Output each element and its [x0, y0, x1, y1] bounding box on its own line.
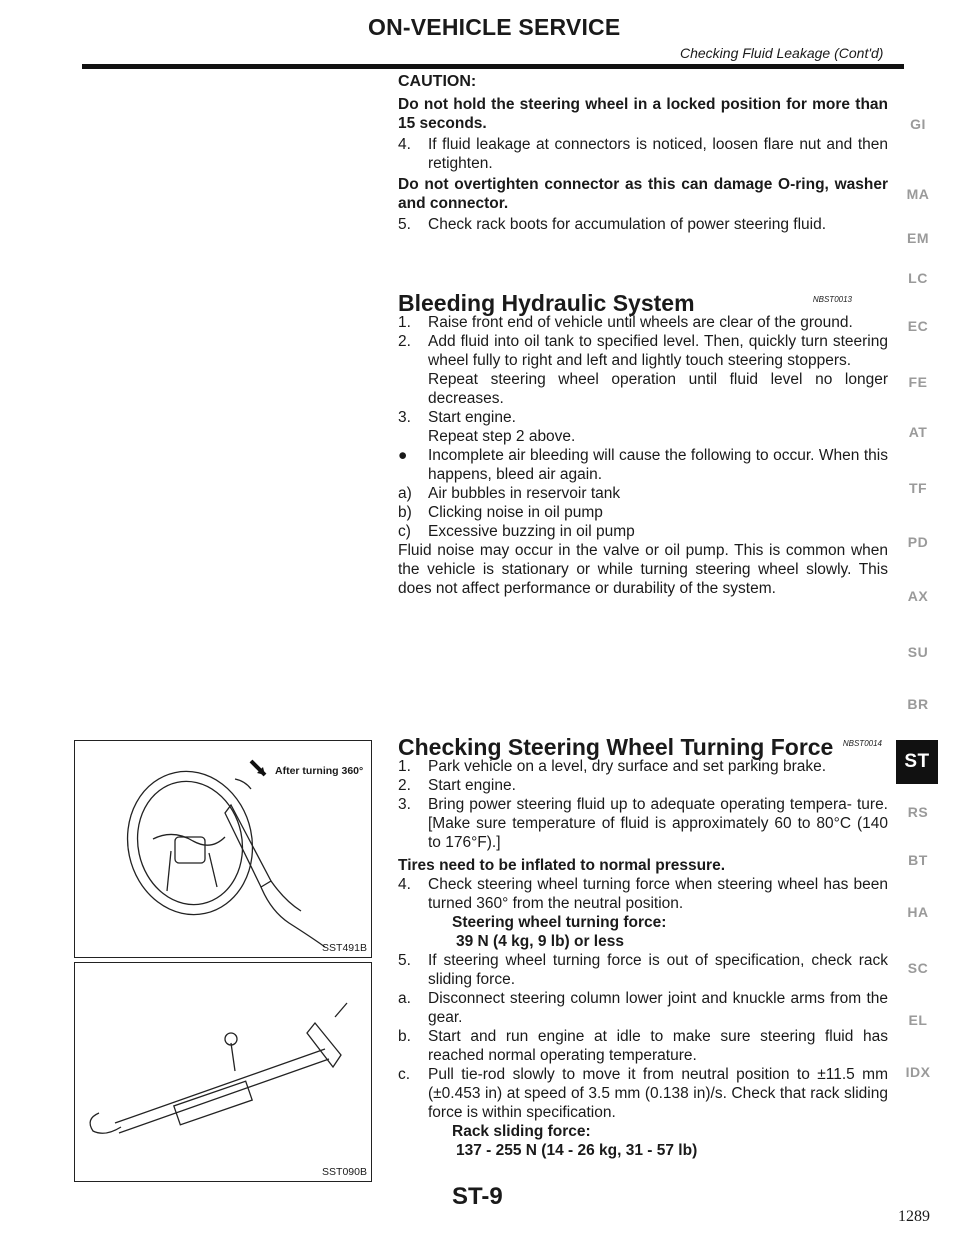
caution-step-4: [398, 135, 888, 173]
bleed-sub-b: [398, 503, 888, 522]
section-heading: Bleeding Hydraulic System: [398, 290, 695, 316]
spec-label: Rack sliding force:: [452, 1123, 591, 1140]
step-text: Clicking noise in oil pump: [428, 504, 603, 521]
figure-code: SST491B: [322, 942, 367, 954]
step-text: Start and run engine at idle to make sure steering fluid has reached normal operating temperature.: [428, 1028, 888, 1064]
bleed-sub-c: [398, 522, 888, 541]
step-text: Air bubbles in reservoir tank: [428, 485, 621, 502]
figure-steering-gear: [74, 962, 372, 1182]
step-body: [428, 332, 888, 408]
bleed-step-3: [398, 408, 888, 446]
side-tab[interactable]: TF: [908, 480, 928, 496]
step-number: c.: [398, 1066, 411, 1083]
spec-label: Steering wheel turning force:: [452, 914, 667, 931]
turn-step-2: [398, 776, 888, 795]
bleed-bullet: [398, 446, 888, 484]
bullet-icon: ●: [398, 447, 408, 464]
step-number: c): [398, 523, 411, 540]
step-text: Raise front end of vehicle until wheels are clear of the ground.: [428, 314, 853, 331]
step-text-cont: Repeat steering wheel operation until fluid level no longer decreases.: [428, 371, 888, 407]
side-tab[interactable]: MA: [906, 186, 930, 202]
step-number: b.: [398, 1028, 411, 1045]
page-number: 1289: [898, 1208, 930, 1225]
turn-step-4: [398, 875, 888, 913]
section-code: NBST0013: [812, 295, 852, 304]
side-tab[interactable]: PD: [907, 534, 929, 550]
turn-step-5: [398, 951, 888, 989]
caution-text-1: Do not hold the steering wheel in a locked position for more than 15 seconds.: [398, 96, 888, 132]
caution-heading: CAUTION:: [398, 73, 477, 90]
turn-sub-b: [398, 1027, 888, 1065]
steering-gear-illustration: [75, 963, 371, 1181]
side-tab[interactable]: SC: [907, 960, 929, 976]
step-number: 3.: [398, 409, 411, 426]
turning-section: [398, 734, 888, 1160]
side-tab[interactable]: IDX: [905, 1064, 931, 1080]
bullet-text: Incomplete air bleeding will cause the following to occur. When this happens, bleed air again.: [428, 447, 888, 483]
step-number: 5.: [398, 952, 411, 969]
bleed-note: Fluid noise may occur in the valve or oil pump. This is common when the vehicle is stationary or while turning steering wheel slowly. This does not affect performance or durability of the system.: [398, 542, 888, 597]
caution-step-5: [398, 215, 888, 234]
step-number: 3.: [398, 796, 411, 813]
step-text: Add fluid into oil tank to specified level. Then, quickly turn steering wheel fully to right and left and lightly touch steering stoppers.: [428, 333, 888, 369]
step-number: 5.: [398, 216, 411, 233]
step-number: a): [398, 485, 412, 502]
step-number: 4.: [398, 136, 411, 153]
section-code: NBST0014: [842, 739, 882, 748]
header-rule: [82, 64, 904, 69]
step-number: 2.: [398, 333, 411, 350]
side-tab[interactable]: SU: [907, 644, 929, 660]
side-tab[interactable]: EL: [908, 1012, 928, 1028]
side-tab[interactable]: AT: [908, 424, 928, 440]
step-text: Park vehicle on a level, dry surface and set parking brake.: [428, 758, 827, 775]
spec-value: 39 N (4 kg, 9 lb) or less: [456, 933, 624, 950]
page-title: ON-VEHICLE SERVICE: [368, 14, 621, 40]
side-tab-active[interactable]: ST: [896, 740, 938, 784]
side-tab[interactable]: BT: [908, 852, 928, 868]
side-tab[interactable]: RS: [907, 804, 929, 820]
side-tab[interactable]: BR: [907, 696, 929, 712]
step-text: Check steering wheel turning force when steering wheel has been turned 360° from the neutral position.: [428, 876, 888, 912]
step-text-cont: Repeat step 2 above.: [428, 428, 576, 445]
step-number: 1.: [398, 314, 411, 331]
side-tab[interactable]: EC: [907, 318, 929, 334]
step-text: Check rack boots for accumulation of power steering fluid.: [428, 216, 827, 233]
step-text: If steering wheel turning force is out of specification, check rack sliding force.: [428, 952, 888, 988]
step-text: If fluid leakage at connectors is noticed, loosen flare nut and then retighten.: [428, 136, 888, 172]
side-tab[interactable]: AX: [907, 588, 929, 604]
spec-value: 137 - 255 N (14 - 26 kg, 31 - 57 lb): [456, 1142, 698, 1159]
turn-sub-a: [398, 989, 888, 1027]
bleed-sub-a: [398, 484, 888, 503]
side-tab[interactable]: HA: [907, 904, 929, 920]
step-number: 1.: [398, 758, 411, 775]
turn-sub-c: [398, 1065, 888, 1122]
figure-label: After turning 360°: [275, 765, 364, 777]
turn-step-1: [398, 757, 888, 776]
figure-steering-wheel: [74, 740, 372, 958]
tire-note: Tires need to be inflated to normal pressure.: [398, 857, 726, 874]
step-text: Pull tie-rod slowly to move it from neutral position to ±11.5 mm (±0.453 in) at speed of 3.5 mm (0.138 in)/s. Check that rack sliding force is within specification.: [428, 1066, 888, 1121]
side-tab[interactable]: EM: [907, 230, 929, 246]
step-number: b): [398, 504, 412, 521]
step-number: a.: [398, 990, 411, 1007]
caution-text-2: Do not overtighten connector as this can damage O-ring, washer and connector.: [398, 176, 888, 212]
step-number: 2.: [398, 777, 411, 794]
turn-step-3: [398, 795, 888, 852]
step-text: Disconnect steering column lower joint and knuckle arms from the gear.: [428, 990, 888, 1026]
bleed-step-2: [398, 332, 888, 408]
step-number: 4.: [398, 876, 411, 893]
section-heading: Checking Steering Wheel Turning Force: [398, 734, 834, 760]
caution-section: [398, 72, 888, 234]
figure-code: SST090B: [322, 1166, 367, 1178]
step-body: [428, 408, 888, 446]
step-text: Start engine.: [428, 409, 516, 426]
page-subtitle: Checking Fluid Leakage (Cont'd): [680, 45, 884, 61]
step-text: Start engine.: [428, 777, 516, 794]
bleeding-section: [398, 290, 888, 598]
step-text: Bring power steering fluid up to adequate operating tempera- ture. [Make sure temperature of fluid is approximately 60 to 80°C (140 to 176°F).]: [428, 796, 888, 851]
side-tab[interactable]: GI: [910, 116, 926, 132]
side-tab[interactable]: FE: [908, 374, 928, 390]
side-tab[interactable]: LC: [908, 270, 928, 286]
bleed-step-1: [398, 313, 888, 332]
step-text: Excessive buzzing in oil pump: [428, 523, 635, 540]
section-page-number: ST-9: [452, 1183, 503, 1210]
